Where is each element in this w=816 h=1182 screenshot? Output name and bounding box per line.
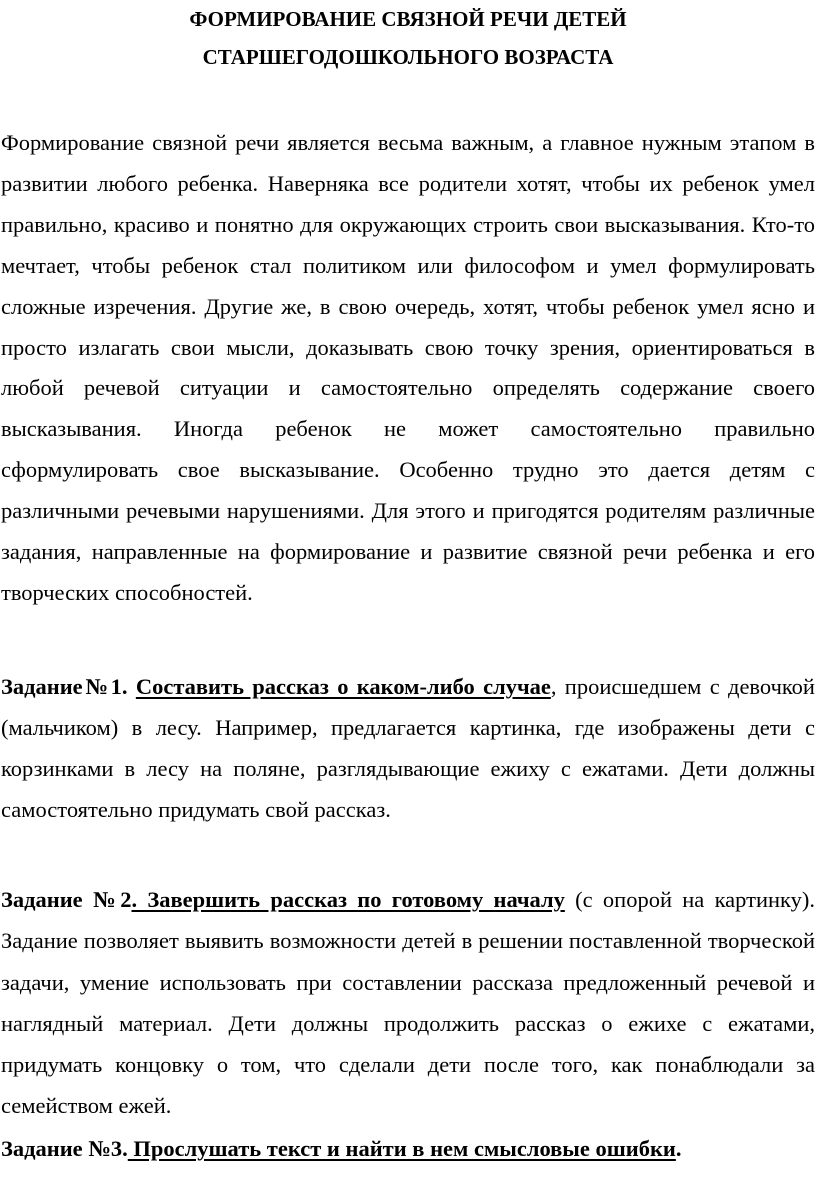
task-3-title: Прослушать текст и найти в нем смысловые ошибки (127, 1136, 676, 1161)
task-1-label: Задание№1. (1, 674, 128, 699)
title-line-2: СТАРШЕГОДОШКОЛЬНОГО ВОЗРАСТА (202, 45, 614, 69)
task-1-text: , происшедшем с девочкой (мальчиком) в лесу. Например, предлагается картинка, где изображены дети с корзинками в лесу на поляне, разглядывающие ежиху с ежатами. Дети должны самостоятельно придумать свой рассказ. (1, 674, 815, 822)
task-3-text: . (675, 1136, 682, 1161)
task-1-title: Составить рассказ о каком-либо случае (135, 674, 551, 699)
task-2-label: Задание №2 (1, 887, 132, 912)
task-2-title: . Завершить рассказ по готовому началу (131, 887, 565, 912)
title-line-1: ФОРМИРОВАНИЕ СВЯЗНОЙ РЕЧИ ДЕТЕЙ (189, 7, 627, 31)
task-3-paragraph (1, 1129, 815, 1170)
task-1-paragraph (1, 667, 815, 831)
task-2-paragraph (1, 879, 815, 1127)
task-2-text: (с опорой на картинку). Задание позволяет выявить возможности детей в решении поставленной творческой задачи, умение использовать при составлении рассказа предложенный речевой и наглядный материал. Дети должны продолжить рассказ о ежихе с ежатами, придумать концовку о том, что сделали дети после того, как понаблюдали за семейством ежей. (1, 887, 816, 1119)
intro-paragraph: Формирование связной речи является весьма важным, а главное нужным этапом в развитии любого ребенка. Наверняка все родители хотят, чтобы их ребенок умел правильно, красиво и понятно для окружающих строить свои высказывания. Кто-то мечтает, чтобы ребенок стал политиком или философом и умел формулировать сложные изречения. Другие же, в свою очередь, хотят, чтобы ребенок умел ясно и просто излагать свои мысли, доказывать свою точку зрения, ориентироваться в любой речевой ситуации и самостоятельно определять содержание своего высказывания. Иногда ребенок не может самостоятельно правильно сформулировать свое высказывание. Особенно трудно это дается детям с различными речевыми нарушениями. Для этого и пригодятся родителям различные задания, направленные на формирование и развитие связной речи ребенка и его творческих способностей. (1, 130, 815, 605)
task-3-label: Задание №3. (1, 1136, 128, 1161)
